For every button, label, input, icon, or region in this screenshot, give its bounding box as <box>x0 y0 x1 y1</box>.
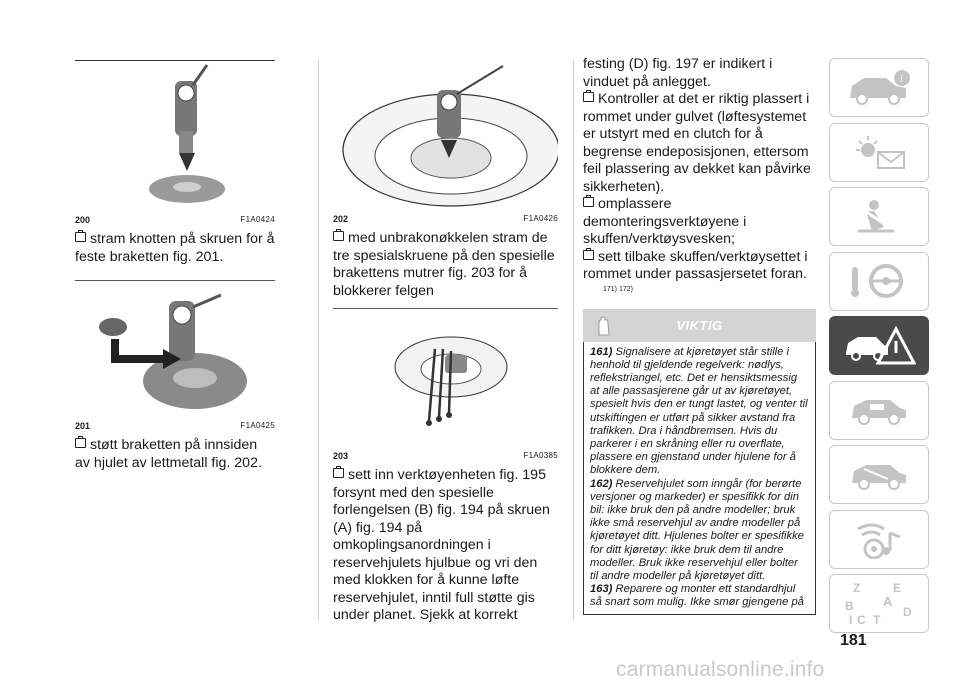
figure-201-caption <box>75 419 275 431</box>
figure-203 <box>333 309 558 449</box>
tab-car-info[interactable] <box>829 58 929 117</box>
checkbox-bullet-icon <box>333 231 344 241</box>
figure-code: F1A0385 <box>523 451 558 460</box>
index-letter: A <box>883 593 893 609</box>
warning-number: 163) <box>590 583 613 596</box>
warning-item-161 <box>590 346 809 478</box>
instruction-text: med unbrakonøkkelen stram de tre spesialskruene på den spesielle brakettens mutrer fig. 203 for å blokkerer felgen <box>333 230 555 299</box>
svg-text:i: i <box>900 73 903 85</box>
alphabet-index-icon <box>839 580 919 628</box>
tab-maintenance[interactable] <box>829 381 929 440</box>
checkbox-bullet-icon <box>583 197 594 207</box>
tool-extension-illustration <box>333 309 558 449</box>
column-2 <box>333 60 558 625</box>
figure-202-caption <box>333 212 558 224</box>
warning-number: 161) <box>590 345 613 358</box>
column-divider <box>318 60 319 620</box>
instruction-item <box>583 91 816 196</box>
column-3 <box>583 56 816 615</box>
tab-multimedia[interactable] <box>829 510 929 569</box>
warning-text: Reparere og monter ett standardhjul så snart som mulig. Ikke smør gjengene på <box>590 583 804 609</box>
checkbox-bullet-icon <box>333 468 344 478</box>
tab-emergency[interactable] <box>829 316 929 375</box>
instruction-item <box>333 467 558 625</box>
figure-201 <box>75 281 275 419</box>
continued-text: festing (D) fig. 197 er indikert i vinduet på anlegget. <box>583 56 773 90</box>
index-letter: T <box>873 612 881 627</box>
index-letter: C <box>857 612 866 627</box>
instruction-item <box>583 249 816 284</box>
figure-200 <box>75 61 275 213</box>
tab-driving[interactable] <box>829 252 929 311</box>
figure-number: 202 <box>333 214 349 224</box>
figure-code: F1A0424 <box>240 215 275 224</box>
warning-title: VIKTIG <box>676 317 723 333</box>
figure-number: 203 <box>333 451 349 461</box>
figure-200-caption <box>75 213 275 225</box>
warning-body <box>583 342 816 615</box>
instruction-item <box>333 230 558 300</box>
figure-203-caption <box>333 449 558 461</box>
warning-text: Reservehjulet som inngår (for berørte versjoner og markeder) er spesifikk for din bil: ikke bruk den på andre modeller; bruk ikke små reservehjul av andre modeller på kjøretøyet ditt. Hjulenes bolter er spesifikke for ditt kjøretøy: ikke bruk dem til andre modeller. Bruk ikke reservehjul eller bolter til andre modeller på kjøretøyet ditt. <box>590 477 804 582</box>
warning-header <box>583 309 816 342</box>
tab-specs[interactable] <box>829 445 929 504</box>
warning-item-162 <box>590 478 809 584</box>
checkbox-bullet-icon <box>75 232 86 242</box>
index-letter: D <box>903 604 912 619</box>
column-divider <box>573 60 574 620</box>
figure-code: F1A0426 <box>523 214 558 223</box>
tab-safety[interactable] <box>829 187 929 246</box>
steering-wheel-icon <box>844 261 914 301</box>
index-letter: B <box>845 598 854 613</box>
car-maintenance-icon <box>844 390 914 430</box>
watermark: carmanualsonline.info <box>616 658 825 681</box>
footnote-references: 171) 172) <box>603 285 633 293</box>
checkbox-bullet-icon <box>75 438 86 448</box>
warning-lights-icon <box>844 132 914 172</box>
instruction-text: stram knotten på skruen for å feste braketten fig. 201. <box>75 231 275 265</box>
index-letter: I <box>849 612 853 627</box>
car-info-icon <box>844 68 914 108</box>
instruction-item <box>75 437 275 472</box>
multimedia-icon <box>844 519 914 559</box>
warning-text: Signalisere at kjøretøyet står stille i henhold til gjeldende regelverk: nødlys, reflekstriangel, etc. Det er hensiktsmessig at alle passasjerene går ut av kjøretøyet, spesielt hvis den er tungt lastet, og venter til utskiftingen er utført på sikker avstand fra trafikken. Dra i håndbremsen. Hvis du parkerer i en skråning eller ru overflate, plassere en gjenstand under hjulene for å blokkere dem. <box>590 345 808 477</box>
warning-item-163 <box>590 583 809 609</box>
warning-number: 162) <box>590 477 613 490</box>
index-letter: E <box>893 580 902 595</box>
tab-warning-lights[interactable] <box>829 123 929 182</box>
instruction-item <box>75 231 275 266</box>
spare-wheel-illustration <box>333 60 558 212</box>
column-1 <box>75 60 275 472</box>
checkbox-bullet-icon <box>583 92 594 102</box>
section-tabs <box>829 58 929 639</box>
seat-airbag-icon <box>844 197 914 237</box>
car-specs-icon <box>844 455 914 495</box>
checkbox-bullet-icon <box>583 250 594 260</box>
page-number: 181 <box>840 632 867 649</box>
figure-number: 201 <box>75 421 91 431</box>
instruction-text: sett inn verktøyenheten fig. 195 forsynt med den spesielle forlengelsen (B) fig. 194 på skruen (A) fig. 194 på omkoplingsanordningen i reservehjulets hjulbue og vri den med klokken for å kunne løfte reservehjulet, inntil full støtte gis under planet. Sjekk at korrekt <box>333 467 550 623</box>
figure-code: F1A0425 <box>240 421 275 430</box>
instruction-item <box>583 196 816 249</box>
bracket-mount-illustration <box>75 281 275 419</box>
instruction-text: sett tilbake skuffen/verktøysettet i rommet under passasjersetet foran. <box>583 248 808 282</box>
instruction-text: omplassere demonteringsverktøyene i skuffen/verktøysvesken; <box>583 196 747 247</box>
instruction-text: Kontroller at det er riktig plassert i rommet under gulvet (løftesystemet er utstyrt med en clutch for å begrense endeposisjonen, ettersom feil plassering av dekket kan påvirke sikkerheten). <box>583 91 811 195</box>
index-letter: Z <box>853 580 861 595</box>
figure-202 <box>333 60 558 212</box>
bracket-knob-illustration <box>75 61 275 213</box>
tab-alphabetical-index[interactable] <box>829 574 929 633</box>
emergency-car-icon <box>842 325 916 367</box>
instruction-text: støtt braketten på innsiden av hjulet av lettmetall fig. 202. <box>75 437 262 471</box>
figure-number: 200 <box>75 215 91 225</box>
